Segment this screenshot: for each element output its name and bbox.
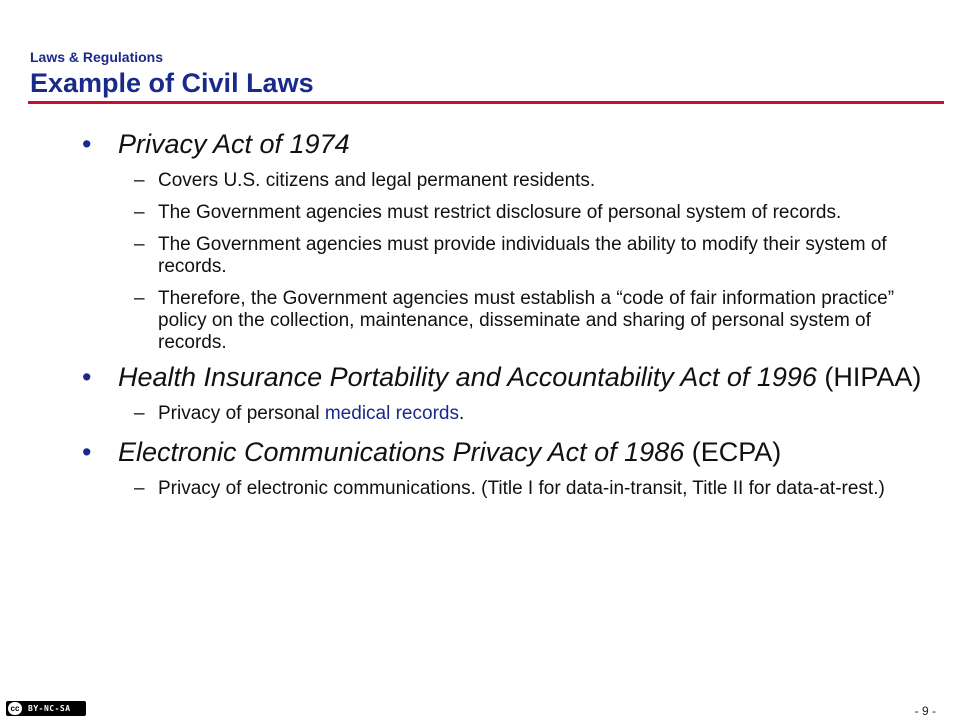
- section-label: Laws & Regulations: [30, 49, 164, 65]
- sub-bullet: [82, 288, 922, 354]
- sub-bullet-text: Privacy of personal: [158, 403, 325, 424]
- sub-bullet-text-end: .: [458, 403, 465, 424]
- license-label: BY-NC-SA: [28, 704, 71, 713]
- bullet-heading-acronym: (HIPAA): [816, 362, 922, 392]
- slide-content: [82, 120, 922, 500]
- page-title: Example of Civil Laws: [30, 68, 314, 98]
- sub-bullet-text: The Government agencies must provide individuals the ability to modify their system of records.: [158, 234, 887, 277]
- dash-icon: –: [134, 234, 145, 255]
- title-divider: [28, 101, 944, 104]
- creative-commons-icon: cc: [8, 702, 22, 715]
- bullet-heading: Health Insurance Portability and Accountability Act of 1996: [118, 362, 817, 392]
- dash-icon: –: [134, 403, 145, 424]
- sub-bullet: [82, 202, 922, 224]
- sub-bullet: [82, 478, 922, 500]
- sub-bullet-text: Covers U.S. citizens and legal permanent residents.: [158, 170, 596, 191]
- sub-bullet-text: Privacy of electronic communications. (Title I for data-in-transit, Title II for data-at-rest.): [158, 478, 885, 499]
- dash-icon: –: [134, 288, 145, 309]
- bullet-privacy-act: [82, 129, 922, 160]
- page-number: - 9 -: [914, 704, 936, 718]
- bullet-icon: •: [82, 437, 92, 467]
- medical-records-link[interactable]: medical records: [324, 403, 459, 424]
- bullet-icon: •: [82, 129, 92, 159]
- sub-bullet: [82, 234, 922, 278]
- cc-license-badge: [6, 701, 86, 716]
- bullet-heading-acronym: (ECPA): [684, 437, 782, 467]
- bullet-ecpa: [82, 437, 922, 468]
- bullet-heading: Privacy Act of 1974: [118, 129, 350, 159]
- dash-icon: –: [134, 202, 145, 223]
- dash-icon: –: [134, 170, 145, 191]
- sub-bullet-text: The Government agencies must restrict disclosure of personal system of records.: [158, 202, 842, 223]
- sub-bullet-text: Therefore, the Government agencies must establish a “code of fair information practice” policy on the collection, maintenance, disseminate and sharing of personal system of records.: [158, 288, 895, 353]
- sub-bullet: [82, 403, 922, 425]
- dash-icon: –: [134, 478, 145, 499]
- bullet-hipaa: [82, 362, 922, 393]
- bullet-heading: Electronic Communications Privacy Act of 1986: [118, 437, 685, 467]
- sub-bullet: [82, 170, 922, 192]
- bullet-icon: •: [82, 362, 92, 392]
